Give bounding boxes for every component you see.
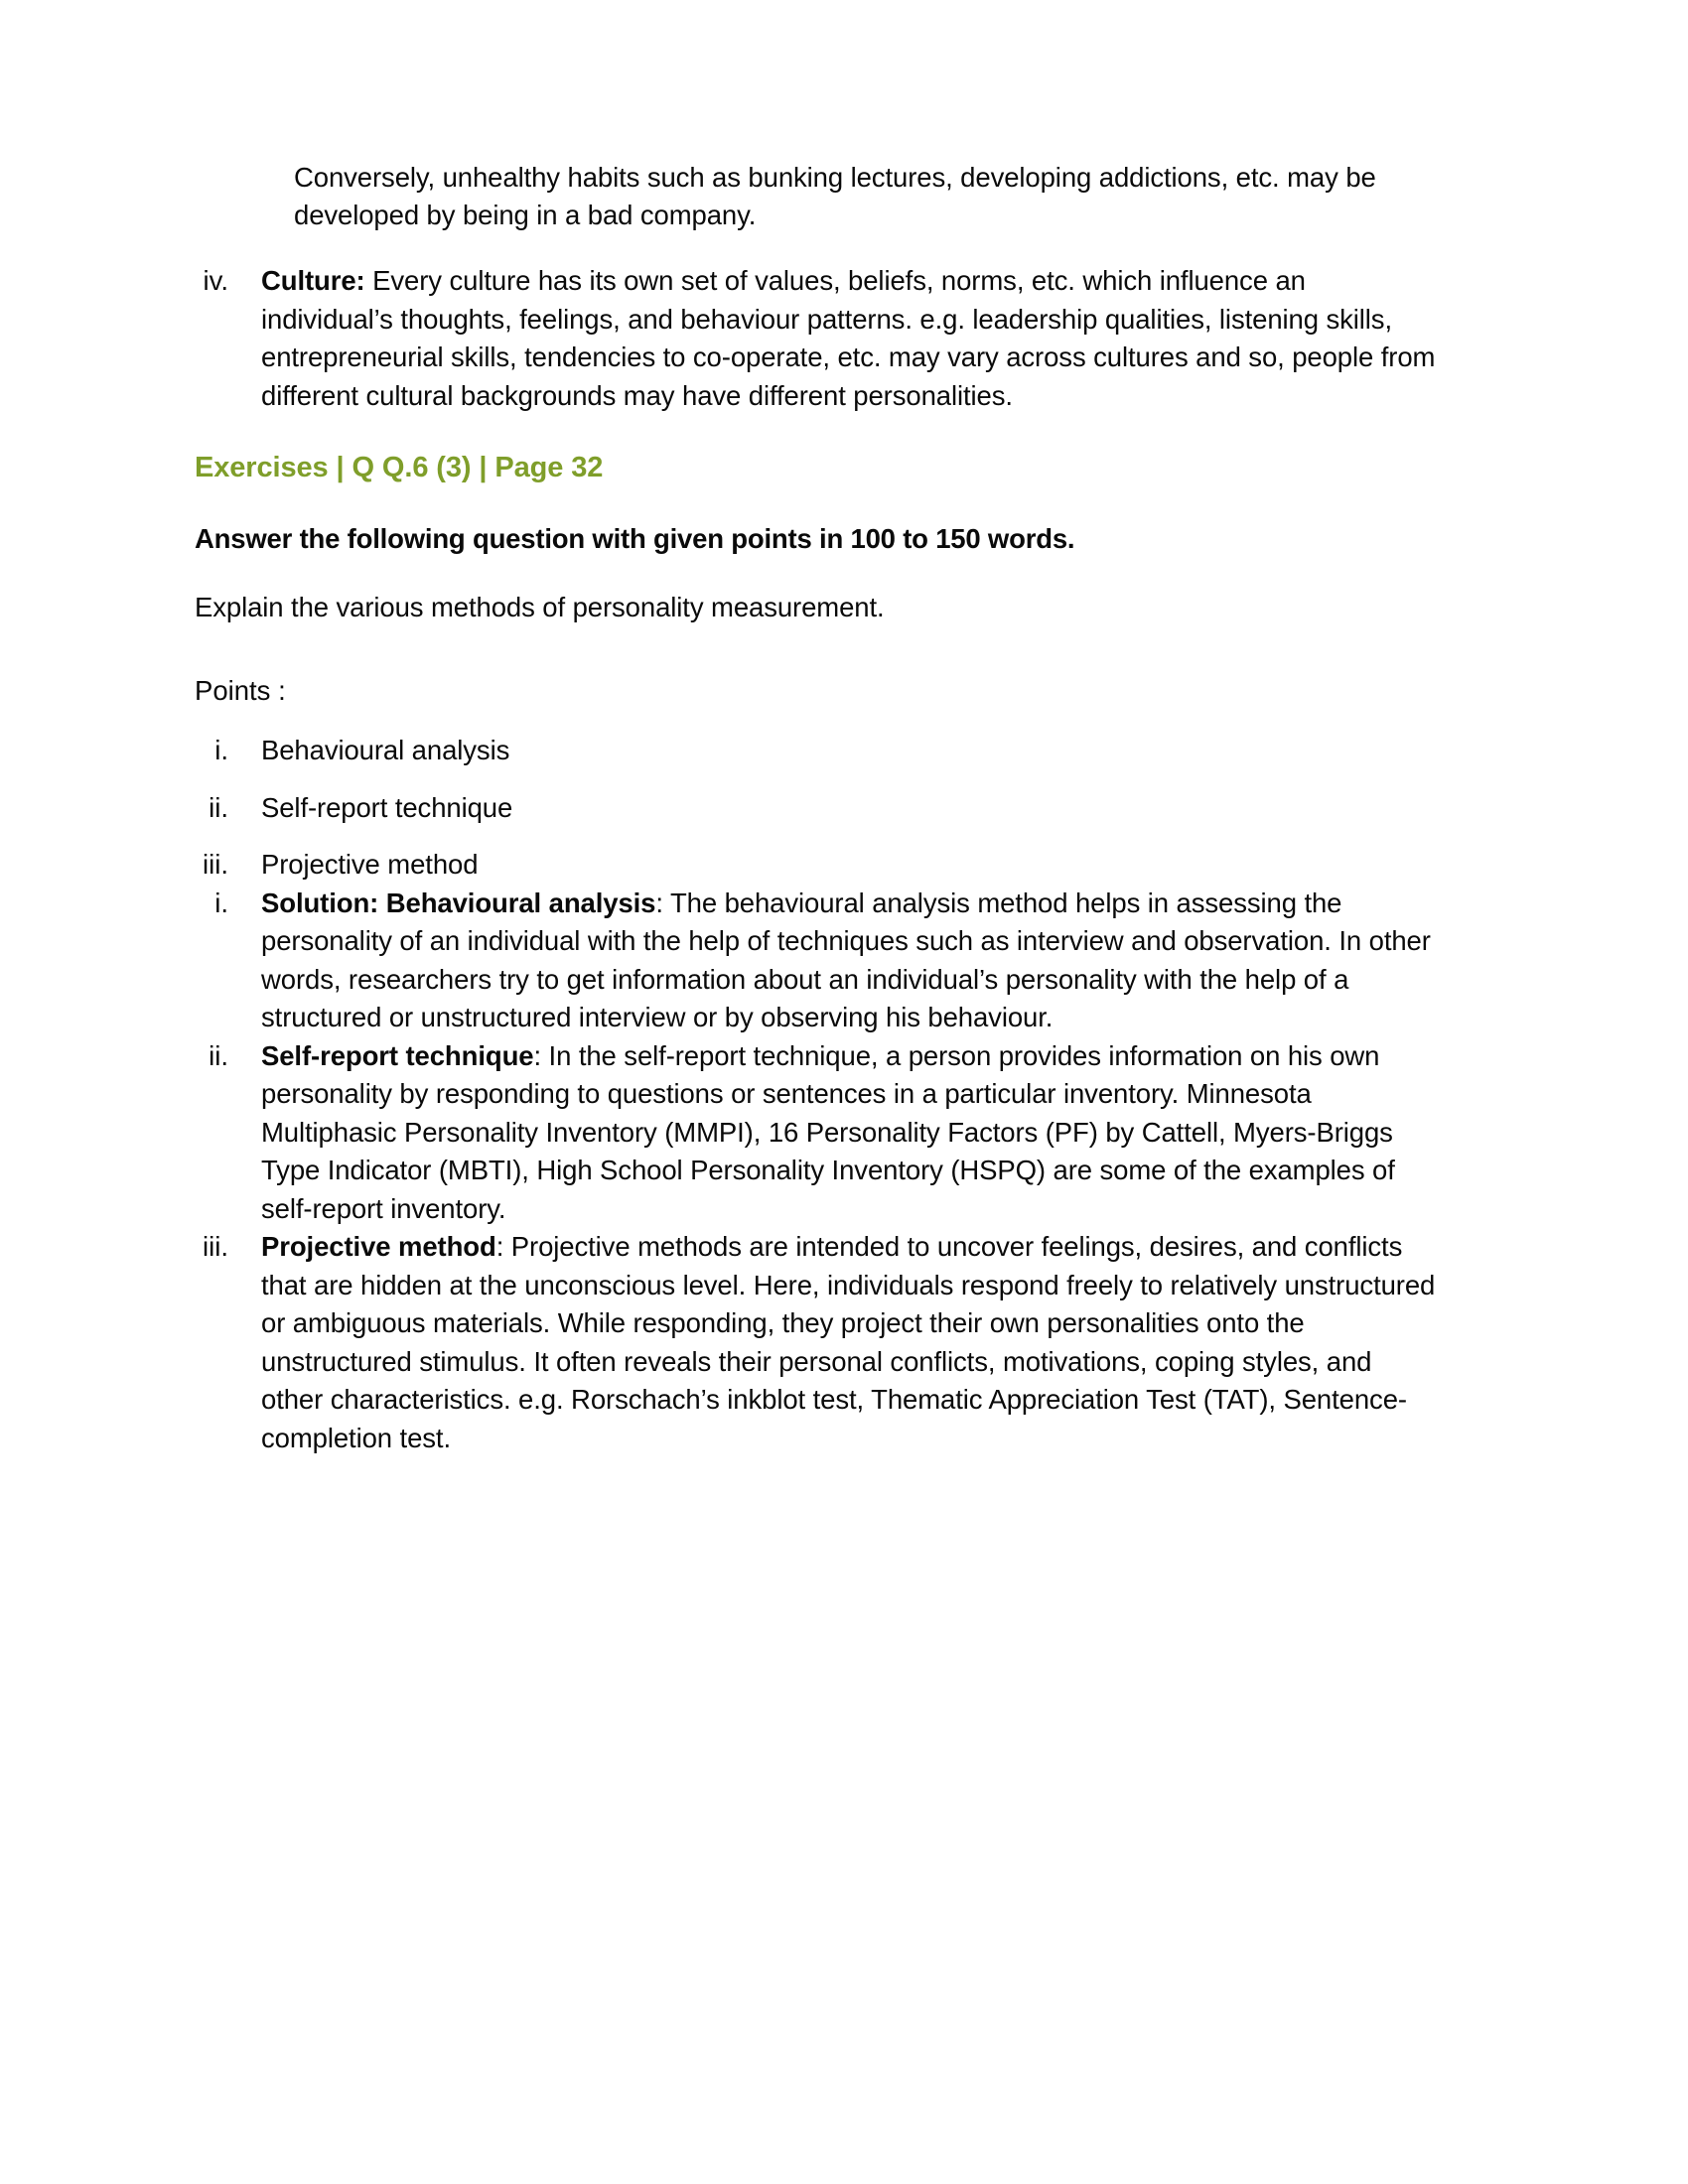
list-item-text: : The behavioural analysis method helps in assessing the personality of an individual with the help of techniques such as interview and observation. In other words, researchers try to get information about an individual’s personality with the help of a structured or unstructured interview or by observing his behaviour. [261, 887, 1431, 1032]
list-item [195, 846, 1440, 885]
list-item-text: : Projective methods are intended to uncover feelings, desires, and conflicts that are hidden at the unconscious level. Here, individuals respond freely to relatively unstructured or ambiguous materials. While responding, they project their own personalities onto the unstructured stimulus. It often reveals their personal conflicts, motivations, coping styles, and other characteristics. e.g. Rorschach’s inkblot test, Thematic Appreciation Test (TAT), Sentence-completion test. [261, 1231, 1436, 1453]
list-item-term: Solution: Behavioural analysis [261, 887, 656, 918]
culture-list [195, 262, 1440, 415]
list-item-term: Culture: [261, 265, 365, 296]
list-item-numeral: ii. [209, 791, 228, 823]
list-item-text: Projective method [261, 849, 479, 880]
list-item [195, 789, 1440, 828]
list-item-numeral: iii. [203, 849, 228, 880]
list-item-text: Behavioural analysis [261, 735, 510, 765]
list-item-term: Projective method [261, 1231, 496, 1262]
points-label: Points : [195, 675, 286, 706]
list-item-body [261, 885, 1440, 1037]
list-item [195, 262, 1440, 415]
question-text: Explain the various methods of personality measurement. [195, 592, 885, 622]
list-item-term: Self-report technique [261, 1039, 534, 1071]
list-item-body [261, 1228, 1440, 1457]
list-item [195, 1037, 1440, 1229]
list-item-body [261, 262, 1440, 415]
list-item-numeral: i. [214, 735, 228, 765]
exercise-heading: Exercises | Q Q.6 (3) | Page 32 [195, 452, 604, 483]
orphan-paragraph: Conversely, unhealthy habits such as bunking lectures, developing addictions, etc. may be developed by being in a bad company. [294, 161, 1376, 230]
list-item [195, 732, 1440, 770]
list-item-text: Every culture has its own set of values, beliefs, norms, etc. which influence an individual’s thoughts, feelings, and behaviour patterns. e.g. leadership qualities, listening skills, entrepreneurial skills, tendencies to co-operate, etc. may vary across cultures and so, people from different cultural backgrounds may have different personalities. [261, 265, 1436, 411]
instruction-text: Answer the following question with given points in 100 to 150 words. [195, 523, 1075, 554]
list-item-text: : In the self-report technique, a person provides information on his own personality by responding to questions or sentences in a particular inventory. Minnesota Multiphasic Personality Inventory (MMPI), 16 Personality Factors (PF) by Cattell, Myers-Briggs Type Indicator (MBTI), High School Personality Inventory (HSPQ) are some of the examples of self-report inventory. [261, 1039, 1395, 1224]
solution-list [195, 885, 1440, 1458]
points-list [195, 732, 1440, 885]
list-item [195, 885, 1440, 1037]
list-item [195, 1228, 1440, 1457]
list-item-numeral: i. [214, 887, 228, 918]
list-item-text: Self-report technique [261, 791, 513, 823]
list-item-numeral: iv. [203, 265, 228, 296]
list-item-numeral: ii. [209, 1039, 228, 1071]
list-item-numeral: iii. [203, 1231, 228, 1262]
list-item-body [261, 1037, 1440, 1229]
